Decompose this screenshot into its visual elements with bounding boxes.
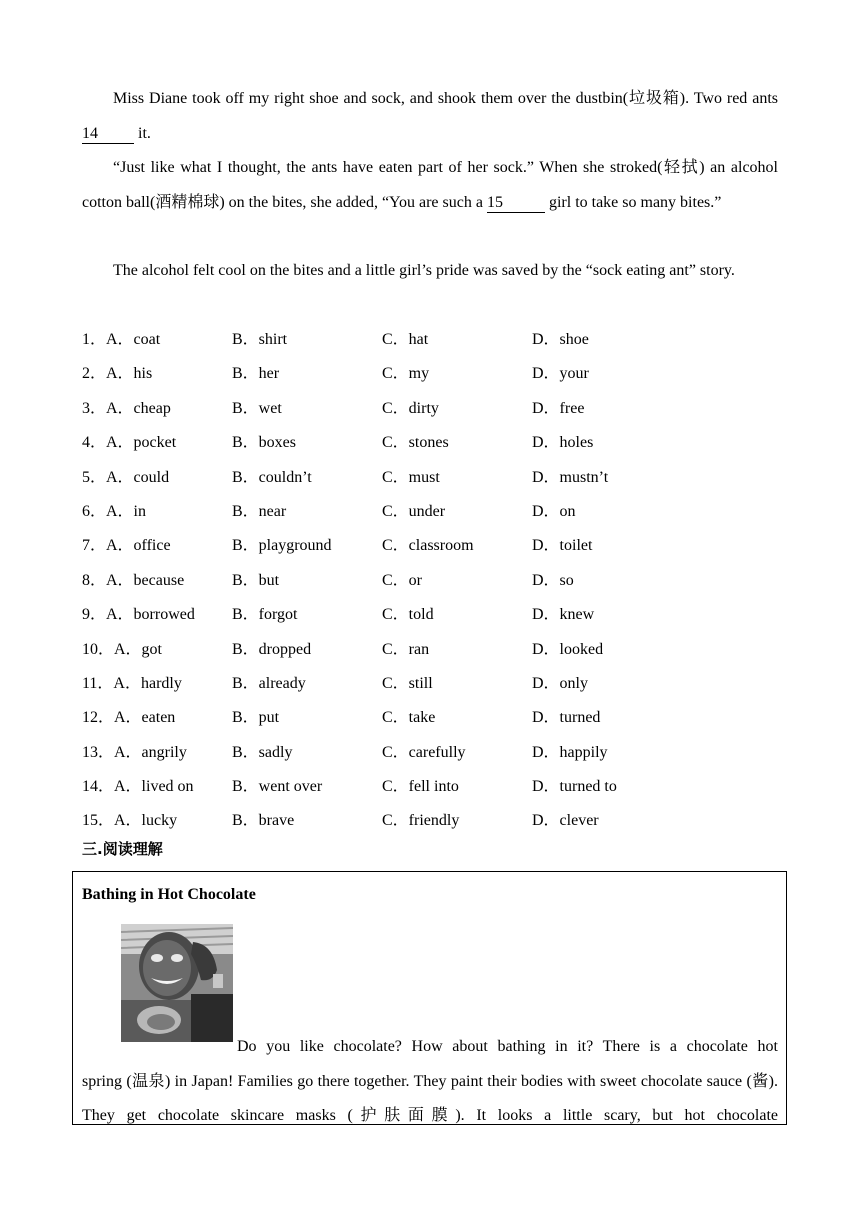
option-b: B．boxes [232,434,297,452]
option-b: B．put [232,709,280,727]
option-d: D．shoe [532,331,589,348]
option-b: B．wet [232,399,282,417]
option-d: D．so [532,571,574,589]
section-heading: 三.阅读理解 [82,840,163,858]
option-a: 4．A．pocket [82,434,177,452]
option-c: C．must [382,468,440,486]
option-b: B．forgot [232,606,298,624]
question-row [82,736,782,770]
question-row [82,598,782,632]
option-a: 12．A．eaten [82,709,176,727]
option-d: D．turned to [532,778,617,796]
option-b: B．brave [232,812,295,830]
option-d: D．happily [532,743,608,761]
passage-paragraph-2 [82,151,778,220]
option-d: D．toilet [532,537,593,555]
option-a: 2．A．his [82,365,153,383]
option-d: D．turned [532,709,601,727]
option-b: B．sadly [232,743,293,761]
option-a: 14．A．lived on [82,778,194,796]
option-c: C．take [382,709,436,727]
answer-blank-15: 15 [487,194,545,213]
option-c: C．under [382,502,446,520]
option-a: 10．A．got [82,640,163,658]
question-row [82,564,782,598]
option-a: 15．A．lucky [82,812,178,830]
question-row [82,392,782,426]
option-c: C．fell into [382,778,459,796]
reading-rest: spring (温泉) in Japan! Families go there together. They paint their bodies with sweet chocolate sauce (酱). They get chocolate skincare masks (护肤面膜). It looks a little scary, but hot chocolate [82,1072,778,1124]
option-a: 1．A．coat [82,331,161,348]
passage-text: girl to take so many bites.” [544,193,722,211]
question-row [82,495,782,529]
option-d: D．knew [532,606,595,624]
reading-passage-box [72,871,787,1125]
option-c: C．my [382,365,430,383]
option-c: C．carefully [382,743,466,761]
question-row [82,357,782,391]
option-c: C．hat [382,331,429,348]
option-b: B．near [232,502,287,520]
option-b: B．but [232,571,280,589]
passage-paragraph-3: The alcohol felt cool on the bites and a little girl’s pride was saved by the “sock eating ant” story. [113,262,735,279]
man-with-chocolate-mask-photo [121,924,233,1042]
option-b: B．playground [232,537,332,555]
option-a: 9．A．borrowed [82,606,195,624]
passage-text: it. [134,124,151,142]
option-c: C．stones [382,434,449,452]
option-d: D．looked [532,640,604,658]
option-d: D．on [532,502,576,520]
option-c: C．ran [382,640,430,658]
question-row [82,667,782,701]
option-c: C．friendly [382,812,460,830]
question-row [82,633,782,667]
reading-first-line: Do you like chocolate? How about bathing in it? There is a chocolate hot [237,1038,778,1055]
option-b: B．already [232,674,306,692]
question-row [82,804,782,838]
option-a: 7．A．office [82,537,171,555]
option-a: 11．A．hardly [82,674,182,692]
option-a: 3．A．cheap [82,399,171,417]
question-row [82,323,782,357]
option-b: B．couldn’t [232,468,312,486]
reading-title: Bathing in Hot Chocolate [82,886,256,903]
option-d: D．clever [532,812,599,830]
option-b: B．her [232,365,280,383]
question-row [82,461,782,495]
option-c: C．told [382,606,434,624]
passage-text: “Just like what I thought, the ants have eaten part of her sock.” When she stroked(轻拭) an alcohol cotton ball(酒精棉球) on the bites, she added, “You are such a [82,159,778,211]
option-a: 8．A．because [82,571,185,589]
option-b: B．shirt [232,331,288,348]
option-b: B．dropped [232,640,312,658]
option-c: C．still [382,674,433,692]
option-a: 13．A．angrily [82,743,187,761]
passage-text: Miss Diane took off my right shoe and sock, and shook them over the dustbin(垃圾箱). Two red ants [113,90,778,107]
option-c: C．classroom [382,537,474,555]
option-c: C．or [382,571,423,589]
question-options-list [82,323,782,839]
question-row [82,529,782,563]
option-d: D．free [532,399,585,417]
question-row [82,770,782,804]
option-a: 6．A．in [82,502,147,520]
passage-paragraph-1 [82,82,778,151]
option-a: 5．A．could [82,468,170,486]
option-d: D．only [532,674,589,692]
option-b: B．went over [232,778,323,796]
reading-body [82,1030,778,1125]
answer-blank-14: 14 [82,125,134,144]
option-c: C．dirty [382,399,439,417]
option-d: D．mustn’t [532,468,609,486]
option-d: D．your [532,365,589,383]
question-row [82,701,782,735]
option-d: D．holes [532,434,594,452]
question-row [82,426,782,460]
